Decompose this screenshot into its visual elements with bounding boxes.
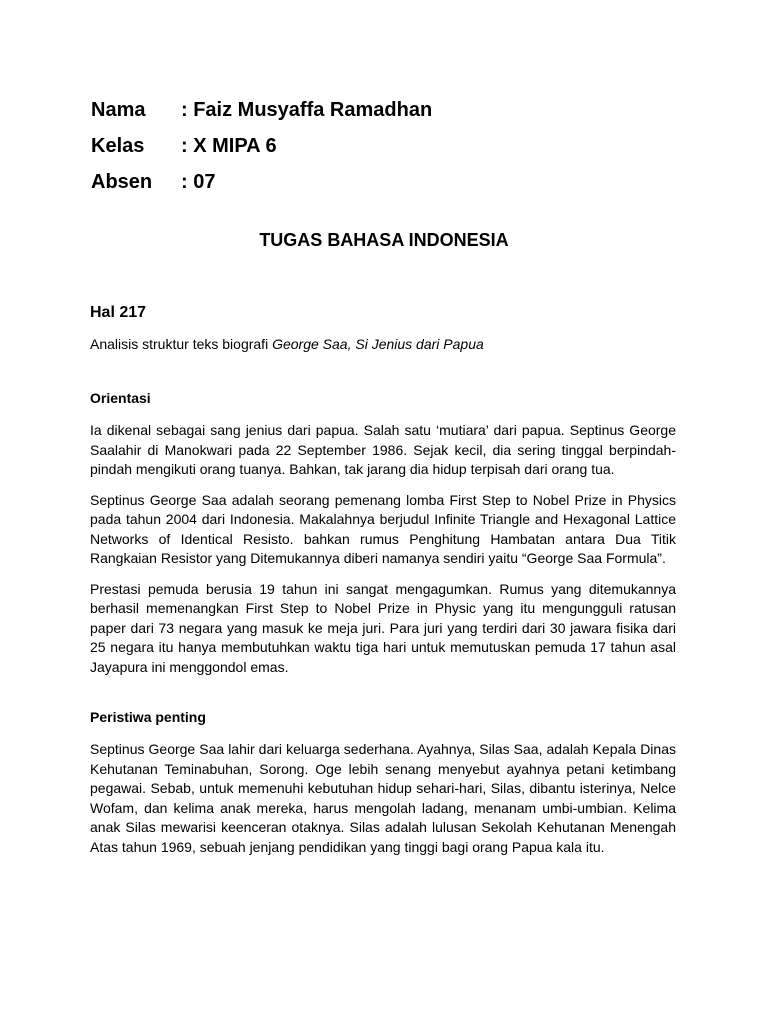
document-title: TUGAS BAHASA INDONESIA: [259, 230, 509, 250]
class-row: [91, 128, 591, 164]
class-label: Kelas: [91, 134, 145, 157]
analysis-intro: [90, 334, 676, 354]
document-body: [90, 302, 676, 868]
page-reference: Hal 217: [90, 304, 147, 321]
orientasi-paragraph: Septinus George Saa adalah seorang pemenang lomba First Step to Nobel Prize in Physics pada tahun 2004 dari Indonesia. Makalahnya berjudul Infinite Triangle and Hexagonal Lattice Networks of Identical Resisto. bahkan rumus Penghitung Hambatan antara Dua Titik Rangkaian Resistor yang Ditemukannya diberi namanya sendiri yaitu “George Saa Formula”.: [90, 491, 676, 566]
student-info: [91, 92, 591, 200]
analysis-prefix: Analisis struktur teks biografi: [90, 336, 273, 352]
section-heading-orientasi: Orientasi: [90, 390, 151, 406]
orientasi-paragraph: Prestasi pemuda berusia 19 tahun ini sangat mengagumkan. Rumus yang ditemukannya berhasil memenangkan First Step to Nobel Prize in Physic yang itu mengungguli ratusan paper dari 73 negara yang masuk ke meja juri. Para juri yang terdiri dari 30 jawara fisika dari 25 negara itu hanya membutuhkan waktu tiga hari untuk memutuskan pemuda 17 tahun asal Jayapura ini menggondol emas.: [90, 580, 676, 675]
peristiwa-paragraph: Septinus George Saa lahir dari keluarga sederhana. Ayahnya, Silas Saa, adalah Kepala Dinas Kehutanan Teminabuhan, Sorong. Oge lebih senang menyebut ayahnya petani ketimbang pegawai. Sebab, untuk memenuhi kebutuhan hidup sehari-hari, Silas, dibantu isterinya, Nelce Wofam, dan kelima anak mereka, harus mengolah ladang, menanam umbi-umbian. Kelima anak Silas mewarisi keenceran otaknya. Silas adalah lulusan Sekolah Kehutanan Menengah Atas tahun 1969, sebuah jenjang pendidikan yang tinggi bagi orang Papua kala itu.: [90, 741, 676, 855]
absen-row: [91, 164, 591, 200]
absen-value: : 07: [181, 170, 216, 193]
biography-title: George Saa, Si Jenius dari Papua: [272, 336, 484, 352]
class-value: : X MIPA 6: [181, 134, 277, 157]
name-row: [91, 92, 591, 128]
name-label: Nama: [91, 98, 146, 121]
name-value: : Faiz Musyaffa Ramadhan: [181, 98, 433, 121]
section-heading-peristiwa: Peristiwa penting: [90, 709, 206, 725]
orientasi-paragraph: Ia dikenal sebagai sang jenius dari papua. Salah satu ‘mutiara’ dari papua. Septinus George Saalahir di Manokwari pada 22 September 1986. Sejak kecil, dia sering tinggal berpindah-pindah mengikuti orang tuanya. Bahkan, tak jarang dia hidup terpisah dari orang tua.: [90, 422, 676, 477]
absen-label: Absen: [91, 170, 153, 193]
